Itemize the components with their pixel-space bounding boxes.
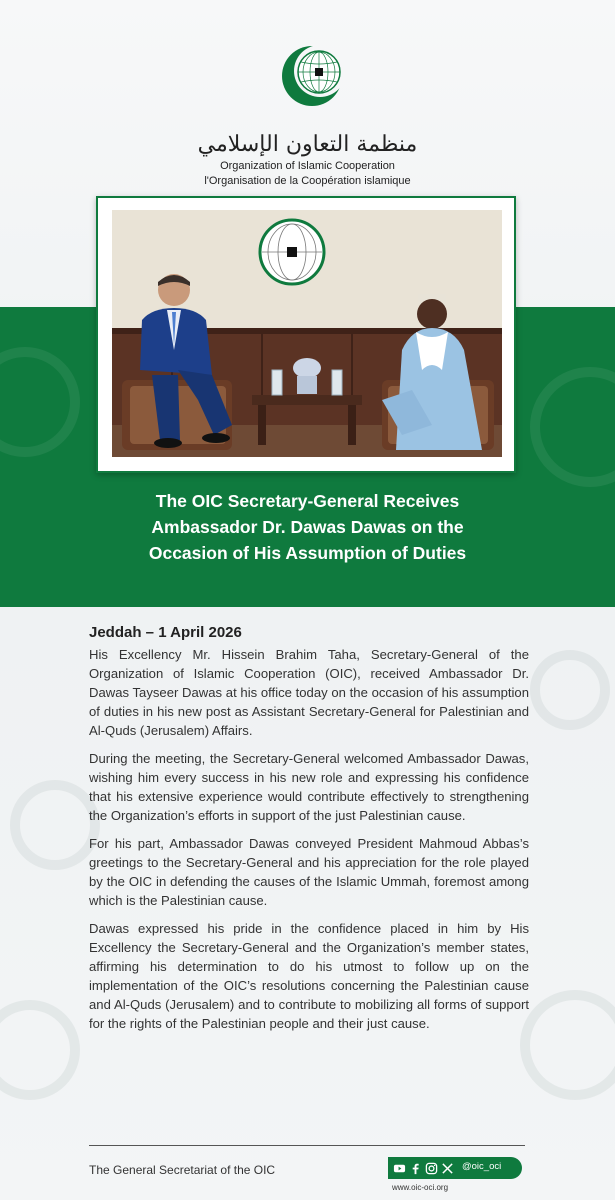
footer-signature: The General Secretariat of the OIC: [89, 1163, 276, 1177]
meeting-photo-illustration: [112, 210, 502, 457]
photo-frame: [96, 196, 516, 473]
article-body: [89, 645, 529, 1042]
oic-header: [0, 36, 615, 196]
article-paragraph: Dawas expressed his pride in the confidence placed in him by His Excellency the Secretary-General and the Organization’s member states, affirming his determination to do his utmost to follow up on the implementation of the OIC’s resolutions concerning the Palestinian cause and Al-Quds (Jerusalem) and to contribute to mobilizing all forms of support for the rights of the Palestinian people and their just cause.: [89, 921, 529, 1031]
instagram-icon[interactable]: [425, 1162, 438, 1175]
facebook-icon[interactable]: [409, 1162, 422, 1175]
decorative-circle: [0, 347, 80, 457]
english-org-name: Organization of Islamic Cooperation: [220, 160, 395, 172]
social-icons: [393, 1160, 454, 1176]
dateline: Jeddah – 1 April 2026: [89, 624, 242, 641]
youtube-icon[interactable]: [393, 1162, 406, 1175]
headline-line: Occasion of His Assumption of Duties: [148, 543, 467, 563]
french-org-name: l'Organisation de la Coopération islamique: [204, 175, 411, 187]
x-icon[interactable]: [441, 1162, 454, 1175]
article-paragraph: For his part, Ambassador Dawas conveyed President Mahmoud Abbas’s greetings to the Secretary-General and his appreciation for the role played by the OIC in defending the causes of the Islamic Ummah, foremost among which is the Palestinian cause.: [89, 836, 529, 908]
oic-crescent-logo-icon: [282, 44, 346, 108]
meeting-photo: [112, 210, 502, 457]
decorative-circle: [10, 780, 100, 870]
arabic-org-name: منظمة التعاون الإسلامي: [197, 132, 418, 157]
social-handle[interactable]: @oic_oci: [462, 1161, 502, 1172]
article-paragraph: His Excellency Mr. Hissein Brahim Taha, Secretary-General of the Organization of Islamic Cooperation (OIC), received Ambassador Dr. Dawas Tayseer Dawas at his office today on the occasion of his assumption of duties in his new post as Assistant Secretary-General for Palestinian and Al-Quds (Jerusalem) Affairs.: [89, 647, 529, 738]
headline: [40, 488, 575, 566]
decorative-circle: [530, 650, 610, 730]
headline-line: Ambassador Dr. Dawas Dawas on the: [151, 517, 464, 537]
headline-line: The OIC Secretary-General Receives: [155, 491, 460, 511]
article-paragraph: During the meeting, the Secretary-General welcomed Ambassador Dawas, wishing him every success in his new role and expressing his confidence that his extensive experience would contribute effectively to strengthening the Organization’s efforts in support of the just Palestinian cause.: [89, 751, 529, 823]
footer-divider: [89, 1145, 525, 1146]
decorative-circle: [0, 1000, 80, 1100]
decorative-circle: [520, 990, 615, 1100]
decorative-circle: [530, 367, 615, 487]
website-link[interactable]: www.oic-oci.org: [392, 1183, 449, 1192]
